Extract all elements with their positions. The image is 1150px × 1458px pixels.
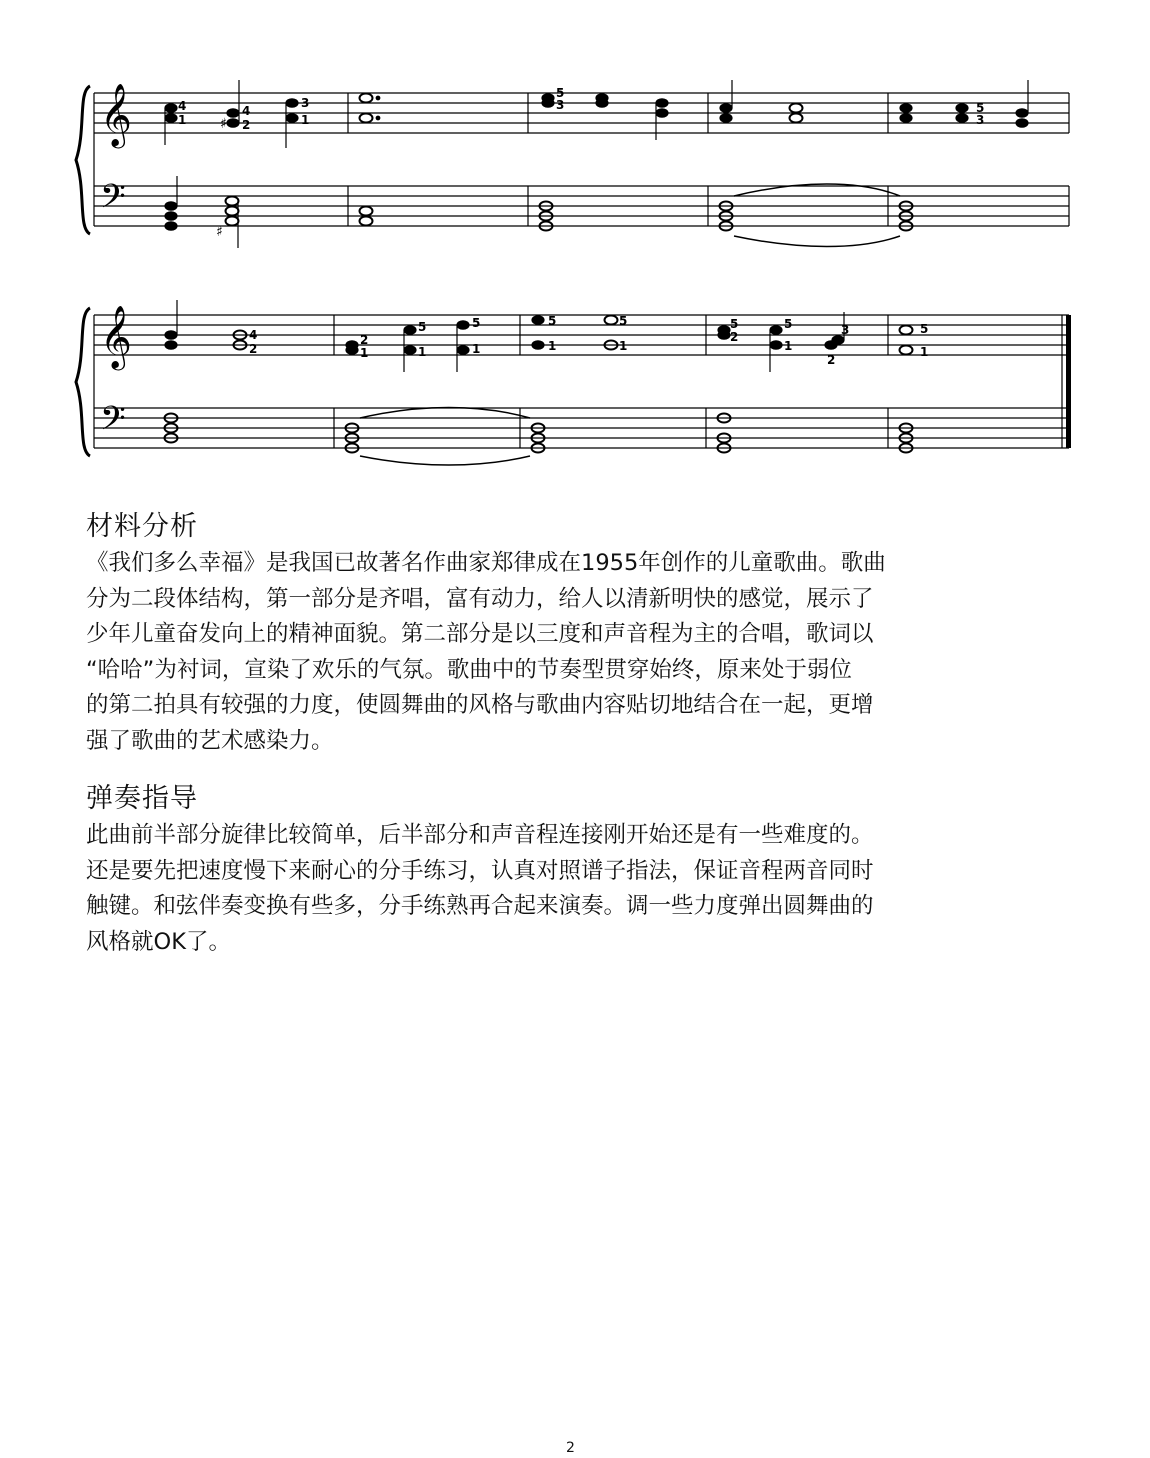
svg-text:3: 3 — [841, 323, 850, 337]
svg-text:1: 1 — [784, 339, 793, 353]
guidance-line: 触键。和弦伴奏变换有些多，分手练熟再合起来演奏。调一些力度弹出圆舞曲的 — [86, 893, 874, 919]
svg-text:1: 1 — [920, 345, 929, 359]
svg-text:5: 5 — [730, 317, 739, 331]
analysis-paragraph — [86, 546, 1066, 759]
system2-tie-top — [360, 408, 530, 419]
analysis-line: 《我们多么幸福》是我国已故著名作曲家郑律成在1955年创作的儿童歌曲。歌曲 — [86, 550, 886, 576]
svg-text:2: 2 — [242, 118, 251, 132]
svg-text:3: 3 — [976, 113, 985, 127]
guidance-line: 还是要先把速度慢下来耐心的分手练习，认真对照谱子指法，保证音程两音同时 — [86, 857, 874, 884]
svg-text:♯: ♯ — [216, 224, 223, 240]
svg-text:3: 3 — [556, 98, 565, 112]
svg-text:4: 4 — [249, 328, 258, 342]
treble-clef-icon: 𝄞 — [100, 83, 132, 146]
guidance-line: 此曲前半部分旋律比较简单，后半部分和声音程连接刚开始还是有一些难度的。 — [86, 822, 874, 848]
system1-bass-notes — [165, 176, 913, 248]
analysis-line: 的第二拍具有较强的力度，使圆舞曲的风格与歌曲内容贴切地结合在一起，更增 — [86, 692, 874, 718]
svg-text:4: 4 — [178, 99, 187, 113]
system2-bass-staff — [94, 408, 1069, 448]
system1-brace — [76, 86, 90, 234]
svg-text:2: 2 — [827, 353, 836, 367]
bass-clef-icon: 𝄢 — [100, 178, 126, 224]
final-barline — [1066, 315, 1071, 448]
analysis-line: “哈哈”为衬词，宣染了欢乐的气氛。歌曲中的节奏型贯穿始终，原来处于弱位 — [86, 656, 852, 683]
guidance-line: 风格就OK了。 — [86, 928, 231, 955]
guidance-paragraph — [86, 818, 1066, 960]
analysis-line: 少年儿童奋发向上的精神面貌。第二部分是以三度和声音程为主的合唱，歌词以 — [86, 621, 874, 647]
svg-text:1: 1 — [418, 345, 427, 359]
bass-clef-icon: 𝄢 — [100, 400, 126, 446]
svg-text:1: 1 — [619, 339, 628, 353]
svg-text:5: 5 — [976, 101, 985, 115]
system1-bass-staff — [94, 186, 1069, 226]
system1-tie-bottom — [734, 236, 900, 247]
system1-treble-staff — [94, 93, 1069, 133]
system1-treble-notes — [165, 80, 1028, 148]
svg-text:5: 5 — [920, 322, 929, 336]
system2-tie-bottom — [360, 456, 530, 465]
svg-text:5: 5 — [472, 316, 481, 330]
analysis-line: 分为二段体结构，第一部分是齐唱，富有动力，给人以清新明快的感觉，展示了 — [86, 585, 874, 612]
guidance-title: 弹奏指导 — [86, 783, 198, 814]
system2-treble-notes — [165, 300, 913, 372]
svg-text:♯: ♯ — [220, 116, 227, 132]
svg-text:1: 1 — [360, 346, 369, 360]
music-score — [0, 0, 1150, 480]
treble-clef-icon: 𝄞 — [100, 305, 132, 368]
system2-bass-notes — [165, 414, 913, 453]
svg-text:2: 2 — [249, 342, 258, 356]
page-number: 2 — [566, 1440, 575, 1456]
svg-text:5: 5 — [619, 314, 628, 328]
svg-text:1: 1 — [548, 339, 557, 353]
analysis-line: 强了歌曲的艺术感染力。 — [86, 727, 334, 754]
svg-text:1: 1 — [301, 113, 310, 127]
system2-brace — [76, 308, 90, 456]
svg-text:2: 2 — [360, 333, 369, 347]
svg-text:5: 5 — [784, 317, 793, 331]
svg-text:1: 1 — [178, 113, 187, 127]
svg-text:4: 4 — [242, 104, 251, 118]
svg-text:3: 3 — [301, 96, 310, 110]
svg-text:1: 1 — [472, 342, 481, 356]
svg-text:2: 2 — [730, 330, 739, 344]
analysis-title: 材料分析 — [86, 511, 198, 542]
svg-text:5: 5 — [556, 86, 565, 100]
svg-text:5: 5 — [548, 314, 557, 328]
svg-text:5: 5 — [418, 320, 427, 334]
